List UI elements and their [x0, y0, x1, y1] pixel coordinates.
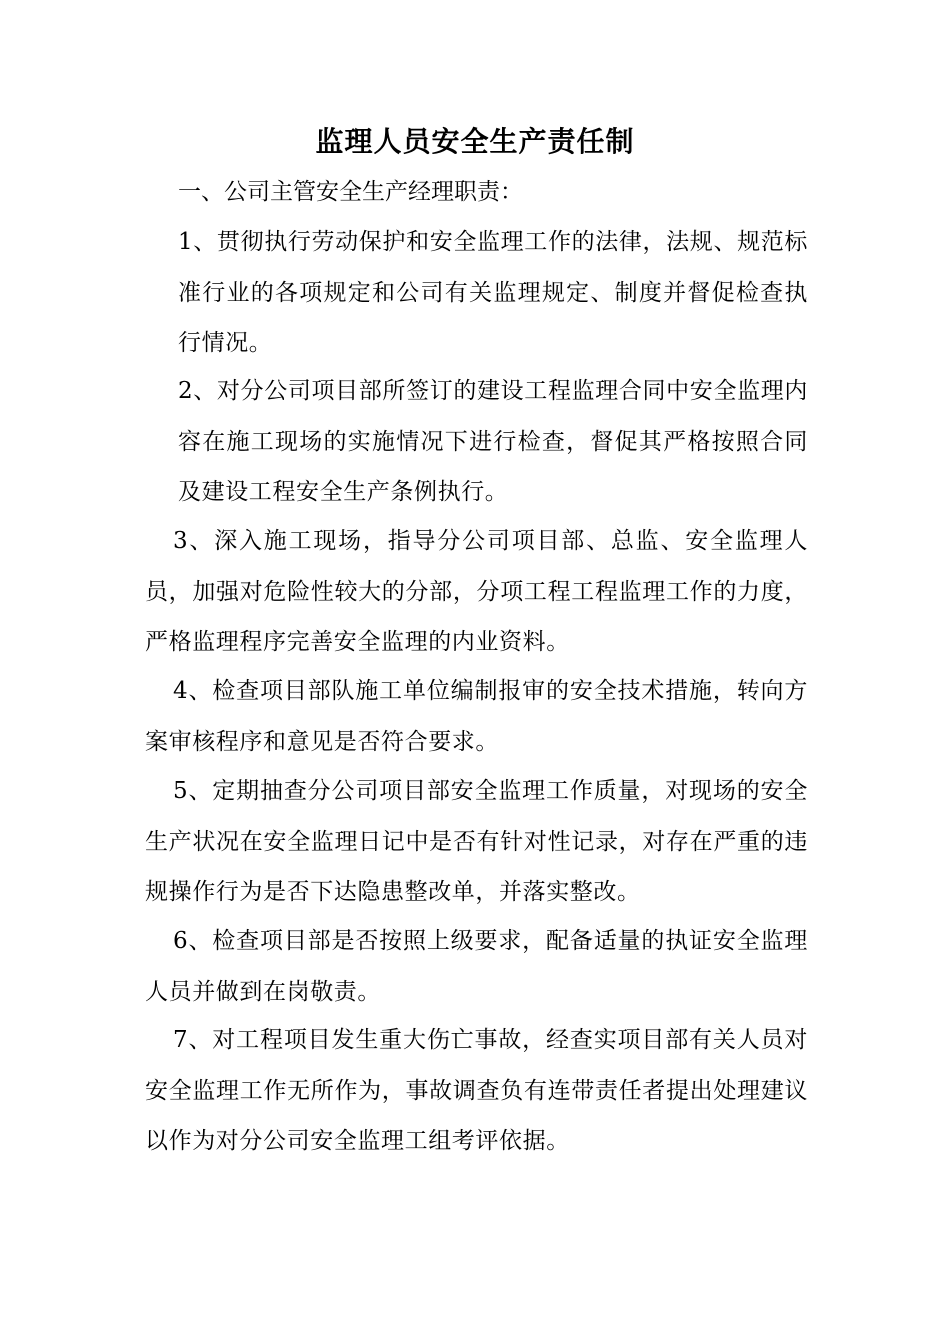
paragraph-item-6: 6、检查项目部是否按照上级要求，配备适量的执证安全监理人员并做到在岗敬责。 [145, 928, 808, 1005]
page-title: 监理人员安全生产责任制 [315, 125, 635, 158]
section-heading: 一、公司主管安全生产经理职责： [178, 179, 523, 205]
paragraph-item-2: 2、对分公司项目部所签订的建设工程监理合同中安全监理内容在施工现场的实施情况下进行检查，督促其严格按照合同及建设工程安全生产条例执行。 [178, 378, 808, 505]
paragraph-item-5: 5、定期抽查分公司项目部安全监理工作质量，对现场的安全生产状况在安全监理日记中是否有针对性记录，对存在严重的违规操作行为是否下达隐患整改单，并落实整改。 [145, 778, 808, 905]
paragraph-item-3: 3、深入施工现场，指导分公司项目部、总监、安全监理人员，加强对危险性较大的分部，分项工程工程监理工作的力度，严格监理程序完善安全监理的内业资料。 [145, 528, 808, 655]
paragraph-item-1: 1、贯彻执行劳动保护和安全监理工作的法律，法规、规范标准行业的各项规定和公司有关监理规定、制度并督促检查执行情况。 [178, 229, 808, 356]
paragraph-item-7: 7、对工程项目发生重大伤亡事故，经查实项目部有关人员对安全监理工作无所作为，事故调查负有连带责任者提出处理建议以作为对分公司安全监理工组考评依据。 [145, 1027, 808, 1154]
paragraph-item-4: 4、检查项目部队施工单位编制报审的安全技术措施，转向方案审核程序和意见是否符合要求。 [145, 678, 808, 755]
